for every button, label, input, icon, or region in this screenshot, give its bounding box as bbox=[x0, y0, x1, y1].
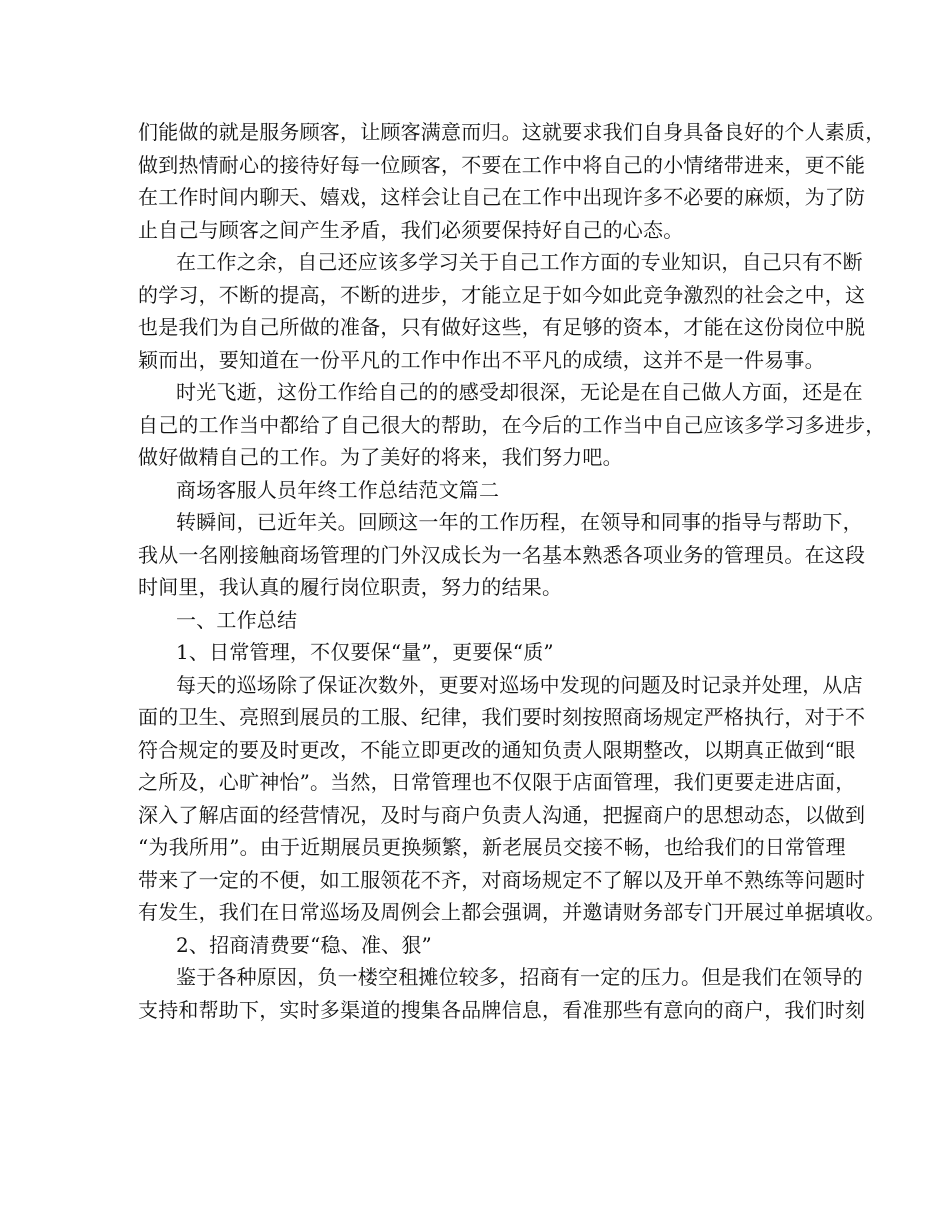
text-line: 带来了一定的不便，如工服领花不齐，对商场规定不了解以及开单不熟练等问题时 bbox=[138, 867, 866, 892]
text-line: 颖而出，要知道在一份平凡的工作中作出不平凡的成绩，这并不是一件易事。 bbox=[138, 347, 825, 372]
text-line: 在工作之余，自己还应该多学习关于自己工作方面的专业知识，自己只有不断 bbox=[176, 250, 863, 274]
text-line: 每天的巡场除了保证次数外，更要对巡场中发现的问题及时记录并处理，从店 bbox=[176, 672, 863, 697]
text-line: 面的卫生、亮照到展员的工服、纪律，我们要时刻按照商场规定严格执行，对于不 bbox=[138, 705, 866, 729]
text-line: 自己的工作当中都给了自己很大的帮助，在今后的工作当中自己应该多学习多进步， bbox=[138, 412, 886, 437]
text-line: 转瞬间，已近年关。回顾这一年的工作历程，在领导和同事的指导与帮助下， bbox=[176, 510, 863, 534]
text-line: 有发生，我们在日常巡场及周例会上都会强调，并邀请财务部专门开展过单据填收。 bbox=[138, 900, 886, 924]
text-line: 一、工作总结 bbox=[176, 607, 298, 632]
text-line: 在工作时间内聊天、嬉戏，这样会让自己在工作中出现许多不必要的麻烦，为了防 bbox=[138, 185, 866, 209]
text-line: 1、日常管理，不仅要保“量”，更要保“质” bbox=[176, 640, 554, 664]
text-line: 2、招商清费要“稳、准、狠” bbox=[176, 932, 432, 957]
text-line: “为我所用”。由于近期展员更换频繁，新老展员交接不畅，也给我们的日常管理 bbox=[138, 835, 846, 859]
text-line: 做好做精自己的工作。为了美好的将来，我们努力吧。 bbox=[138, 445, 623, 469]
text-line: 商场客服人员年终工作总结范文篇二 bbox=[176, 477, 500, 502]
text-line: 们能做的就是服务顾客，让顾客满意而归。这就要求我们自身具备良好的个人素质， bbox=[138, 120, 886, 144]
text-line: 深入了解店面的经营情况，及时与商户负责人沟通，把握商户的思想动态，以做到 bbox=[138, 802, 866, 827]
text-line: 的学习，不断的提高，不断的进步，才能立足于如今如此竞争激烈的社会之中，这 bbox=[138, 282, 866, 307]
text-line: 时间里，我认真的履行岗位职责，努力的结果。 bbox=[138, 575, 563, 599]
document-body bbox=[138, 116, 886, 1026]
text-line: 止自己与顾客之间产生矛盾，我们必须要保持好自己的心态。 bbox=[138, 217, 684, 242]
text-line: 鉴于各种原因，负一楼空租摊位较多，招商有一定的压力。但是我们在领导的 bbox=[176, 965, 863, 989]
text-line: 时光飞逝，这份工作给自己的的感受却很深，无论是在自己做人方面，还是在 bbox=[176, 380, 863, 404]
text-line: 之所及，心旷神怡”。当然，日常管理也不仅限于店面管理，我们更要走进店面， bbox=[138, 770, 856, 794]
text-line: 符合规定的要及时更改，不能立即更改的通知负责人限期整改，以期真正做到“眼 bbox=[138, 737, 856, 762]
text-line: 也是我们为自己所做的准备，只有做好这些，有足够的资本，才能在这份岗位中脱 bbox=[138, 315, 866, 339]
text-line: 我从一名刚接触商场管理的门外汉成长为一名基本熟悉各项业务的管理员。在这段 bbox=[138, 542, 866, 567]
text-line: 做到热情耐心的接待好每一位顾客，不要在工作中将自己的小情绪带进来，更不能 bbox=[138, 152, 866, 177]
text-line: 支持和帮助下，实时多渠道的搜集各品牌信息，看准那些有意向的商户，我们时刻 bbox=[138, 997, 866, 1022]
